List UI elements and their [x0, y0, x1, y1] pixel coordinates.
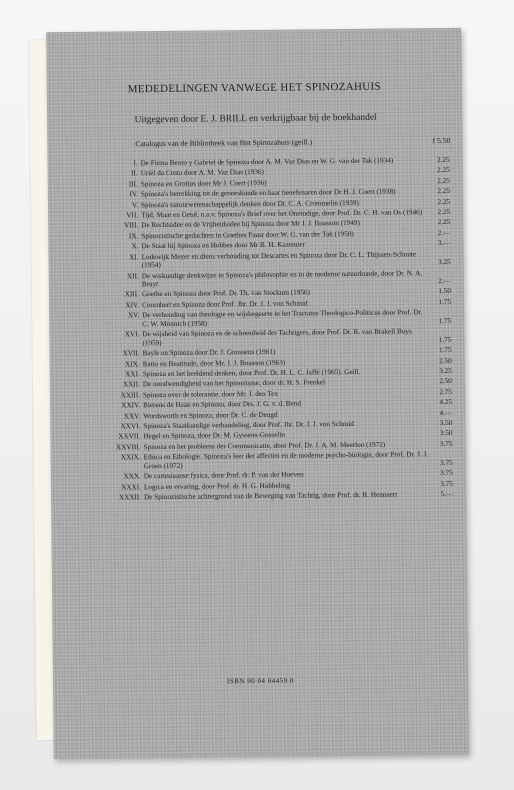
entry-title: Hegel en Spinoza, door Dr. M. Gyssens-Gosselin — [143, 431, 286, 441]
entry-price: 2.25 — [437, 166, 450, 175]
catalog-text: Catalogus van de Bibliotheek van Het Spinozahuis (geill.) — [135, 137, 313, 149]
entry-price: 1.75 — [438, 346, 452, 355]
entry-title: De Rechtsidee en de Vrijheidsidee bij Spinoza door Mr J. J. Boasson (1949) — [141, 219, 360, 230]
entry-number: X. — [131, 242, 139, 251]
entry-title: Spinoza's natuurwetenschappelijk denken door Dr. C. A. Crommelin (1939) — [140, 198, 359, 209]
entry-price: 1.75 — [438, 335, 452, 344]
entry-number: XVI. — [124, 330, 140, 339]
entry-number: III. — [128, 180, 138, 189]
entry-title: Bierens de Haan en Spinoza, door Drs. J. G. v. d. Bend — [143, 399, 301, 410]
entry-title: De Spinozistische achtergrond van de Beweging van Tachtig, door Prof. dr. R. Hennaert — [144, 490, 398, 502]
list-item — [91, 490, 453, 502]
entry-number: XXVI. — [120, 422, 141, 431]
entry-title: Logica en ervaring, door Prof. dr. H. G. Hubbeling — [143, 481, 290, 491]
entry-price: 3.75 — [440, 458, 453, 467]
entry-number: V. — [131, 200, 139, 209]
entry-title: De Staat bij Spinoza en Hobbes door Mr B. H. Kazemier — [141, 240, 306, 251]
entry-title: De wiskundige denkwijze in Spinoza's philosophie en in de moderne natuurkunde, door Dr. N. A. Bruyt — [141, 268, 423, 289]
entry-title: Spinoza's betrekking tot de geneeskunde en haar beoefenaren door Dr H. J. Coert (1938) — [140, 187, 396, 199]
entry-title: Lodewijk Meyer en diens verhouding tot Descartes en Spinoza door Dr. C. L. Thijssen-Schoute (1954) — [141, 249, 417, 270]
entry-price: 2.25 — [436, 155, 450, 165]
entry-title: Uriël da Costa door A. M. Vaz Dias (1936) — [140, 168, 264, 178]
entry-number: IX. — [128, 231, 139, 241]
entry-title: Ratio en Beatitudo, door Mr. J. J. Boasson (1963) — [142, 358, 286, 368]
entry-title: Spinoza en het beeldend denken, door Prof. Dr. H. L. C. Jaffé (1965). Geïll. — [142, 367, 361, 379]
catalog-line — [135, 136, 450, 148]
entry-number: XIII. — [124, 290, 140, 299]
entry-number: XXI. — [125, 370, 140, 379]
publication-list — [88, 156, 454, 504]
entry-title: Wordsworth en Spinoza, door Dr. C. de Deugd — [143, 410, 278, 420]
entry-number: XXIII. — [120, 391, 141, 400]
entry-number: I. — [133, 159, 138, 168]
entry-price: 2.25 — [437, 207, 451, 217]
entry-price: 5.— — [440, 489, 454, 498]
entry-number: XXXI. — [121, 482, 142, 491]
catalog-price: f 5.50 — [432, 135, 451, 146]
entry-number: XXV. — [123, 411, 141, 420]
entry-price: 3.— — [437, 239, 451, 248]
entry-title: De wijsheid van Spinoza en de schoonheid der Tachtigers, door Prof. Dr. R. van Brakell Buys (1959) — [142, 327, 412, 348]
entry-number: XXIX. — [120, 453, 141, 462]
entry-title: Spinoza en het probleem der Communicatie, door Prof. Dr. J. A. M. Meerloo (1972) — [143, 440, 386, 451]
entry-title: Goethe en Spinoza door Prof. Dr. Th. van Stockum (1956) — [141, 288, 310, 299]
entry-price: 3.25 — [439, 366, 452, 376]
entry-number: XIV. — [125, 301, 140, 310]
entry-title: Spinozistische gedachten in Goethes Faust door W. G. van der Tak (1950) — [141, 229, 354, 240]
entry-price: 1.50 — [438, 287, 451, 296]
entry-number: XII. — [126, 271, 139, 280]
entry-price: 2.75 — [439, 387, 453, 396]
entry-title: Spinoza's Staatkundige verhandeling, door Prof. Jhr. Dr. J. J. von Schmid — [143, 419, 354, 431]
entry-number: XIX. — [125, 359, 140, 369]
entry-title: Bayle en Spinoza door Dr. J. Goossens (1961) — [142, 348, 276, 358]
list-item — [89, 327, 451, 348]
entry-title: Ethica en Ethologie. Spinoza's leer der affecten en de moderne psycho-biologie, door Prof. Dr. J. J. Groen (1972) — [143, 450, 429, 470]
entry-price: 1.75 — [438, 297, 452, 306]
entry-number: XXII. — [122, 380, 140, 389]
entry-number: XV. — [127, 311, 140, 320]
entry-title: De noodwendigheid van het Spinozisme, door dr. H. S. Frenkel — [142, 378, 326, 389]
entry-number: XVII. — [122, 349, 140, 358]
list-item — [89, 249, 451, 270]
list-item — [89, 308, 451, 329]
entry-title: De cartesiaanse fysica, door Prof. dr. P. van der Hoeven — [143, 470, 304, 481]
entry-title: De verhouding van theologie en wijsbegeerte in het Tractatus Theologico-Politicus door Prof. Dr. C. W. Mönnich (1958) — [142, 308, 423, 329]
entry-price: 2.25 — [437, 197, 451, 206]
cover-subtitle: Uitgegeven door E. J. BRILL en verkrijgbaar bij de boekhandel — [134, 112, 377, 126]
entry-number: XI. — [129, 252, 139, 261]
entry-title: Tijd, Maat en Getal, n.a.v. Spinoza's Brief over het Oneindige, door Prof. Dr. C. H. van Os (1946) — [141, 208, 423, 220]
entry-number: XXVIII. — [115, 442, 141, 452]
entry-price: 2.— — [437, 228, 451, 237]
entry-price: 2.50 — [439, 377, 452, 386]
entry-price: 2.25 — [437, 176, 450, 185]
isbn-text: ISBN 90 04 04459 0 — [226, 676, 295, 686]
entry-number: IV. — [129, 190, 138, 199]
entry-price: 3.50 — [439, 429, 453, 438]
entry-title: Spinoza over de tolerantie, door Mr. J. den Tex — [142, 389, 278, 399]
entry-number: VII. — [126, 211, 139, 220]
entry-price: 3.75 — [440, 469, 453, 478]
entry-price: 2.25 — [437, 218, 451, 227]
entry-number: XXXII. — [118, 493, 142, 502]
entry-price: 4.25 — [439, 398, 453, 407]
list-item — [89, 268, 451, 289]
entry-price: 3.25 — [438, 258, 451, 267]
entry-price: 4.— — [439, 408, 453, 417]
entry-price: 3.75 — [440, 479, 453, 488]
entry-title: De Firma Bento y Gabriel de Spinoza door A. M. Vaz Dias en W. G. van der Tak (1934) — [140, 156, 394, 168]
entry-number: XXVII. — [118, 432, 141, 441]
entry-number: XXIV. — [121, 401, 141, 410]
entry-number: II. — [131, 169, 138, 178]
entry-number: XXX. — [123, 472, 141, 481]
cover-title: MEDEDELINGEN VANWEGE HET SPINOZAHUIS — [127, 80, 381, 96]
entry-price: 2.25 — [437, 187, 450, 196]
entry-title: Coornhert en Spinoza door Prof. Jhr. Dr. J. J. von Schmid — [142, 299, 308, 310]
entry-price: 2.50 — [439, 356, 452, 365]
entry-price: 3.50 — [439, 418, 453, 428]
entry-title: Spinoza en Grotius door Mr J. Coert (1936) — [140, 178, 267, 188]
entry-number: VIII. — [124, 221, 139, 230]
list-item — [91, 450, 453, 471]
entry-price: 3.75 — [439, 439, 453, 448]
entry-price: 1.75 — [438, 316, 452, 325]
book-back-cover — [46, 28, 469, 759]
entry-price: 2.— — [438, 277, 451, 286]
